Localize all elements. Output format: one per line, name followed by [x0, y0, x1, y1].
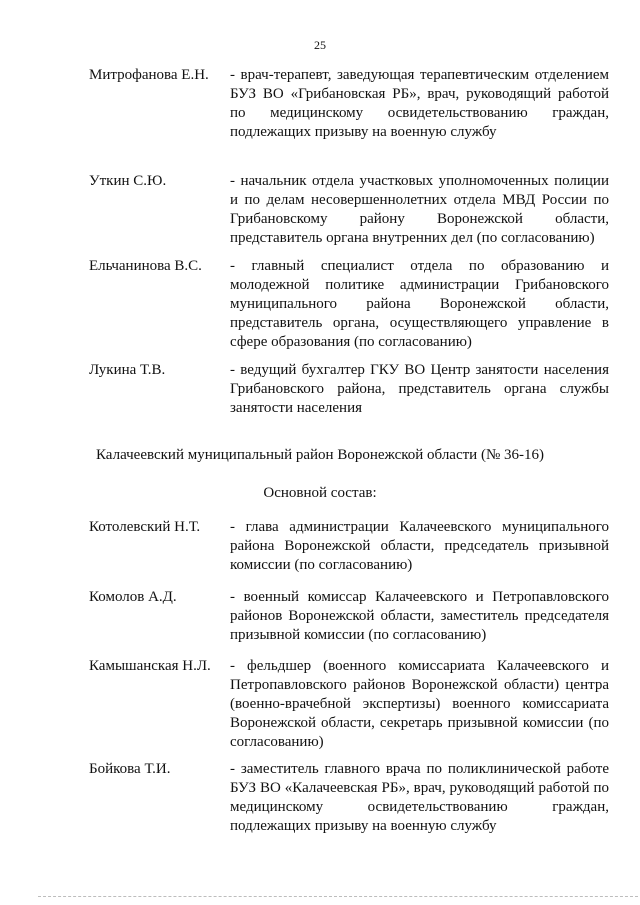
scan-edge-line: [38, 896, 638, 898]
member-name: Бойкова Т.И.: [89, 761, 171, 777]
member-role: - глава администрации Калачеевского муниципального района Воронежской области, председатель призывной комиссии (по согласованию): [230, 519, 609, 573]
member-role: - врач-терапевт, заведующая терапевтическим отделением БУЗ ВО «Грибановская РБ», врач, руководящий работой по медицинскому освидетельствованию граждан, подлежащих призыву на военную службу: [230, 67, 609, 140]
member-role: - главный специалист отдела по образованию и молодежной политике администрации Грибановского муниципального района Воронежской области, представитель органа, осуществляющего управление в сфере образования (по согласованию): [230, 258, 609, 350]
member-role: - военный комиссар Калачеевского и Петропавловского районов Воронежской области, заместитель председателя призывной комиссии (по согласованию): [230, 589, 609, 643]
member-name: Котолевский Н.Т.: [89, 519, 201, 535]
member-name: Лукина Т.В.: [89, 362, 166, 378]
member-role: - ведущий бухгалтер ГКУ ВО Центр занятости населения Грибановского района, представитель органа службы занятости населения: [230, 362, 609, 416]
section-title: Калачеевский муниципальный район Воронежской области (№ 36-16): [95, 447, 544, 463]
section-subtitle: Основной состав:: [263, 485, 377, 501]
member-name: Уткин С.Ю.: [89, 173, 167, 189]
member-role: - заместитель главного врача по поликлинической работе БУЗ ВО «Калачеевская РБ», врач, руководящий работой по медицинскому освидетельствованию граждан, подлежащих призыву на военную службу: [230, 761, 609, 834]
member-name: Камышанская Н.Л.: [89, 658, 211, 674]
member-role: - фельдшер (военного комиссариата Калачеевского и Петропавловского районов Воронежской области) центра (военно-врачебной экспертизы) военного комиссариата Воронежской области, секретарь призывной комиссии (по согласованию): [230, 658, 609, 750]
member-role: - начальник отдела участковых уполномоченных полиции и по делам несовершеннолетних отдела МВД России по Грибановскому району Воронежской области, представитель органа внутренних дел (по согласованию): [230, 173, 609, 246]
member-name: Ельчанинова В.С.: [89, 258, 202, 274]
member-name: Комолов А.Д.: [89, 589, 177, 605]
member-name: Митрофанова Е.Н.: [89, 67, 209, 83]
page-number: 25: [314, 38, 326, 52]
